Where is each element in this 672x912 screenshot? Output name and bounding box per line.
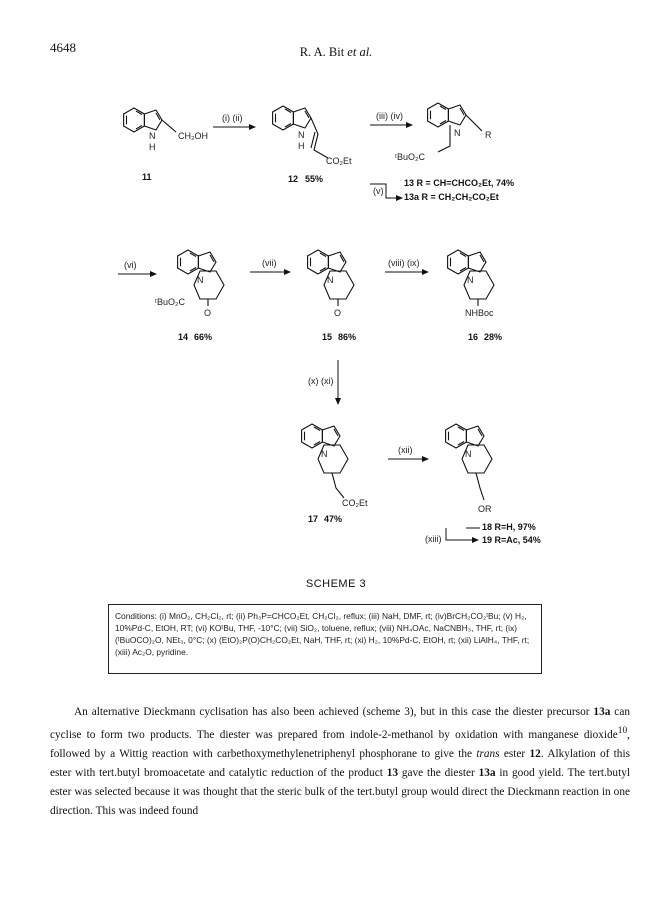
body-text-segment: , followed by a Wittig reaction with carbethoxymethylenetriphenyl phosphorane to give the <box>50 728 630 760</box>
compound-line-18: 18 R=H, 97% <box>482 522 536 532</box>
compound-line-19: 19 R=Ac, 54% <box>482 535 541 545</box>
atom-n-18: N <box>465 449 472 459</box>
compound-number-16: 16 <box>468 332 479 342</box>
body-text-segment: ester <box>499 747 530 760</box>
atom-n-14: N <box>197 275 204 285</box>
reagent-label-xii: (xii) <box>398 445 413 455</box>
atom-o-15: O <box>334 308 342 318</box>
atom-n-13: N <box>454 128 461 138</box>
group-co2et-17: CO₂Et <box>342 498 368 508</box>
atom-n-16: N <box>467 275 474 285</box>
reagent-label-vi: (vi) <box>124 260 137 270</box>
conditions-box <box>108 604 542 674</box>
reagent-label-2: (iii) (iv) <box>376 111 403 121</box>
reagent-label-v: (v) <box>373 186 384 196</box>
body-text-segment: gave the diester <box>398 766 479 779</box>
page-number: 4648 <box>50 40 76 55</box>
compound-yield-16: 28% <box>484 332 503 342</box>
group-tbuo2c-13: ᵗBuO₂C <box>395 152 425 162</box>
compound-yield-14: 66% <box>194 332 213 342</box>
compound-number-17: 17 <box>308 514 319 524</box>
group-tbuo2c-14: ᵗBuO₂C <box>155 297 185 307</box>
group-ch2oh: CH₂OH <box>178 131 208 141</box>
reagent-label-viii-ix: (viii) (ix) <box>388 258 420 268</box>
atom-n-12: N <box>298 130 305 140</box>
body-text-segment: can cyclise to form two products. The diester was prepared from indole-2-methanol by oxidation with manganese dioxide <box>50 706 630 741</box>
compound-ref-13: 13 <box>386 766 398 779</box>
atom-n-17: N <box>321 449 328 459</box>
italic-trans: trans <box>476 747 500 760</box>
compound-line-13a: 13a R = CH₂CH₂CO₂Et <box>404 192 499 202</box>
reaction-arrow-xiii <box>446 528 478 540</box>
compound-yield-12: 55% <box>305 174 324 184</box>
compound-number-14: 14 <box>178 332 189 342</box>
compound-number-15: 15 <box>322 332 333 342</box>
reagent-label-1: (i) (ii) <box>222 113 243 123</box>
header-et-al: et al. <box>347 45 373 59</box>
compound-line-13: 13 R = CH=CHCO₂Et, 74% <box>404 178 515 188</box>
group-nhboc-16: NHBoc <box>465 308 494 318</box>
structure-11 <box>124 108 176 132</box>
compound-ref-13a: 13a <box>478 766 496 779</box>
atom-h-11: H <box>149 142 156 152</box>
compound-number-11: 11 <box>142 172 152 182</box>
atom-n-11: N <box>149 131 156 141</box>
atom-r-13: R <box>485 130 492 140</box>
group-or: OR <box>478 504 492 514</box>
atom-n-15: N <box>327 275 334 285</box>
group-co2et-12: CO₂Et <box>326 156 352 166</box>
header-authors: R. A. Bit <box>299 45 345 59</box>
atom-o-14: O <box>204 308 212 318</box>
citation-ref: 10 <box>617 726 628 736</box>
scheme-title: SCHEME 3 <box>305 578 367 590</box>
structure-18-19 <box>446 424 492 500</box>
compound-ref-12: 12 <box>529 747 541 760</box>
body-text-segment: in good yield. The tert.butyl ester was selected because it was thought that the steric bulk of the tert.butyl group would direct the Dieckmann reaction in one direction. This was indeed found <box>50 766 631 817</box>
body-text <box>50 703 630 821</box>
compound-yield-17: 47% <box>324 514 343 524</box>
body-paragraph <box>50 703 630 821</box>
reagent-label-xiii: (xiii) <box>425 534 442 544</box>
reagent-label-x-xi: (x) (xi) <box>308 376 334 386</box>
body-text-segment: An alternative Dieckmann cyclisation has also been achieved (scheme 3), but in this case the diester precursor <box>74 706 594 718</box>
compound-yield-15: 86% <box>338 332 357 342</box>
body-text-segment: . Alkylation of this ester with tert.butyl bromoacetate and catalytic reduction of the product <box>50 747 630 779</box>
conditions-text: Conditions: (i) MnO₂, CH₂Cl₂, rt; (ii) Ph₃P=CHCO₂Et, CH₂Cl₂, reflux; (iii) NaH, DMF, rt; (iv)BrCH₂CO₂ᵗBu; (v) H₂, 10%Pd-C, EtOH, RT; (vi) KOᵗBu, THF, -10°C; (vii) SiO₂, toluene, reflux; (viii) NH₄OAc, NaCNBH₃, THF, rt; (ix) (ᵗBuOCO)₂O, NEt₃, 0°C; (x) (EtO)₂P(O)CH₂CO₂Et, NaH, THF, rt; (xi) H₂, 10%Pd-C, EtOH, rt; (xii) LiAlH₄, THF, rt; (xiii) Ac₂O, pyridine. <box>115 611 530 657</box>
compound-number-12: 12 <box>288 174 299 184</box>
reagent-label-vii: (vii) <box>262 258 277 268</box>
compound-ref-13a: 13a <box>593 706 611 718</box>
structure-17 <box>302 424 348 498</box>
atom-h-12: H <box>298 141 305 151</box>
